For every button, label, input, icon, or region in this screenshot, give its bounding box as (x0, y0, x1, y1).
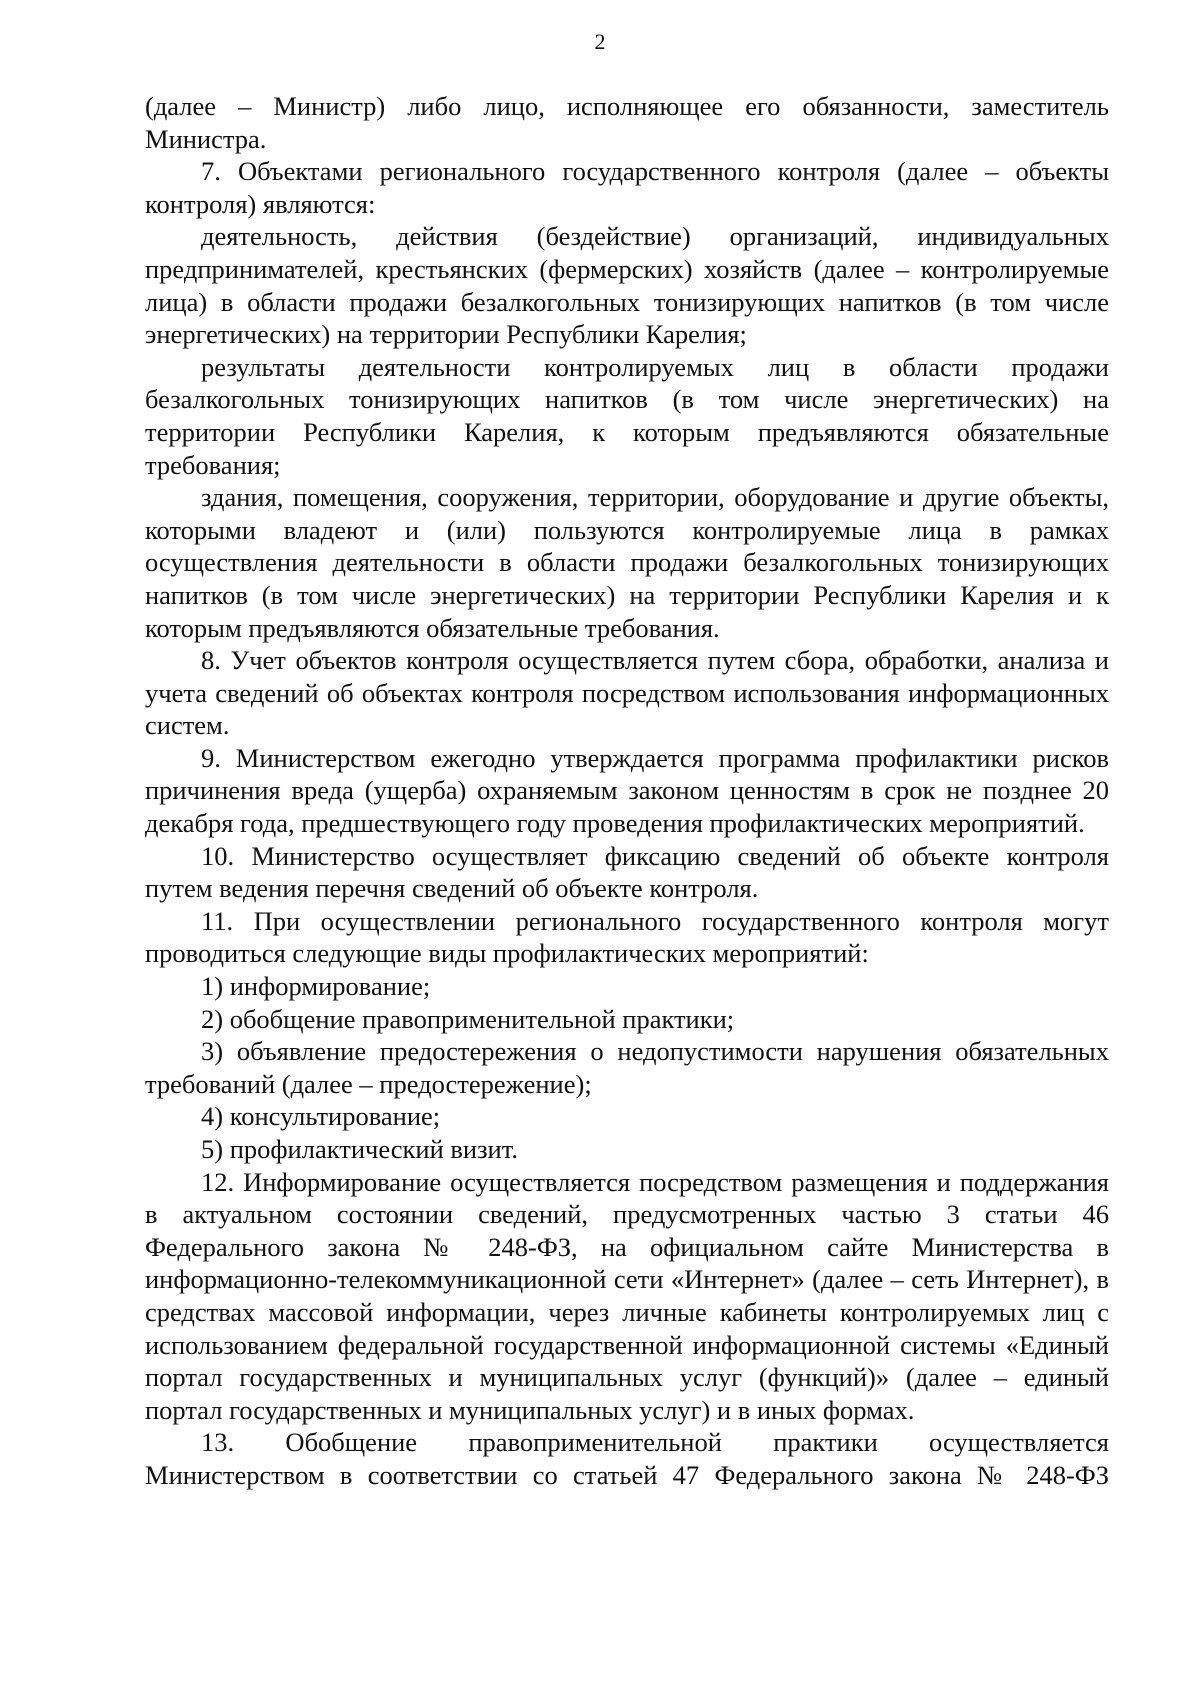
document-body (145, 90, 1109, 1492)
list-item-practice-generalization: 2) обобщение правоприменительной практики; (201, 1003, 735, 1034)
paragraph-results-of-activity: результаты деятельности контролируемых лиц в области продажи безалкогольных тонизирующих напитков (в том числе энергетических) на территории Республики Карелия, к которым предъявляются обязательные требования; (145, 351, 1109, 480)
paragraph-9-prevention-program: 9. Министерством ежегодно утверждается программа профилактики рисков причинения вреда (ущерба) охраняемым законом ценностям в срок не позднее 20 декабря года, предшествующего году проведения профилактических мероприятий. (145, 742, 1109, 839)
paragraph-8-accounting: 8. Учет объектов контроля осуществляется путем сбора, обработки, анализа и учета сведений об объектах контроля посредством использования информационных систем. (145, 645, 1109, 741)
paragraph-10-recording: 10. Министерство осуществляет фиксацию сведений об объекте контроля путем ведения перечня сведений об объекте контроля. (145, 840, 1109, 904)
list-item-informing: 1) информирование; (201, 971, 431, 1002)
list-item-warning: 3) объявление предостережения о недопустимости нарушения обязательных требований (далее – предостережение); (145, 1036, 1109, 1099)
paragraph-12-informing: 12. Информирование осуществляется посредством размещения и поддержания в актуальном состоянии сведений, предусмотренных частью 3 статьи 46 Федерального закона № 248-ФЗ, на официальном сайте Министерства в информационно-телекоммуникационной сети «Интернет» (далее – сеть Интернет), в средствах массовой информации, через личные кабинеты контролируемых лиц с использованием федеральной государственной информационной системы «Единый портал государственных и муниципальных услуг (функций)» (далее – единый портал государственных и муниципальных услуг) и в иных формах. (145, 1166, 1109, 1425)
page-number: 2 (594, 29, 606, 54)
paragraph-13-generalization: 13. Обобщение правоприменительной практики осуществляется Министерством в соответствии со статьей 47 Федерального закона № 248-ФЗ (145, 1427, 1109, 1490)
list-item-preventive-visit: 5) профилактический визит. (201, 1134, 518, 1164)
paragraph-activity: деятельность, действия (бездействие) организаций, индивидуальных предпринимателей, крестьянских (фермерских) хозяйств (далее – контролируемые лица) в области продажи безалкогольных тонизирующих напитков (в том числе энергетических) на территории Республики Карелия; (145, 221, 1109, 350)
paragraph-7-objects-of-control: 7. Объектами регионального государственного контроля (далее – объекты контроля) являются: (145, 156, 1109, 219)
paragraph-11-preventive-measures: 11. При осуществлении регионального государственного контроля могут проводиться следующие виды профилактических мероприятий: (145, 905, 1109, 969)
paragraph-buildings-and-premises: здания, помещения, сооружения, территории, оборудование и другие объекты, которыми владеют и (или) пользуются контролируемые лица в рамках осуществления деятельности в области продажи безалкогольных тонизирующих напитков (в том числе энергетических) на территории Республики Карелия и к которым предъявляются обязательные требования. (145, 482, 1109, 643)
list-item-consulting: 4) консультирование; (201, 1101, 441, 1132)
paragraph-minister-continuation: (далее – Министр) либо лицо, исполняющее его обязанности, заместитель Министра. (145, 91, 1109, 154)
